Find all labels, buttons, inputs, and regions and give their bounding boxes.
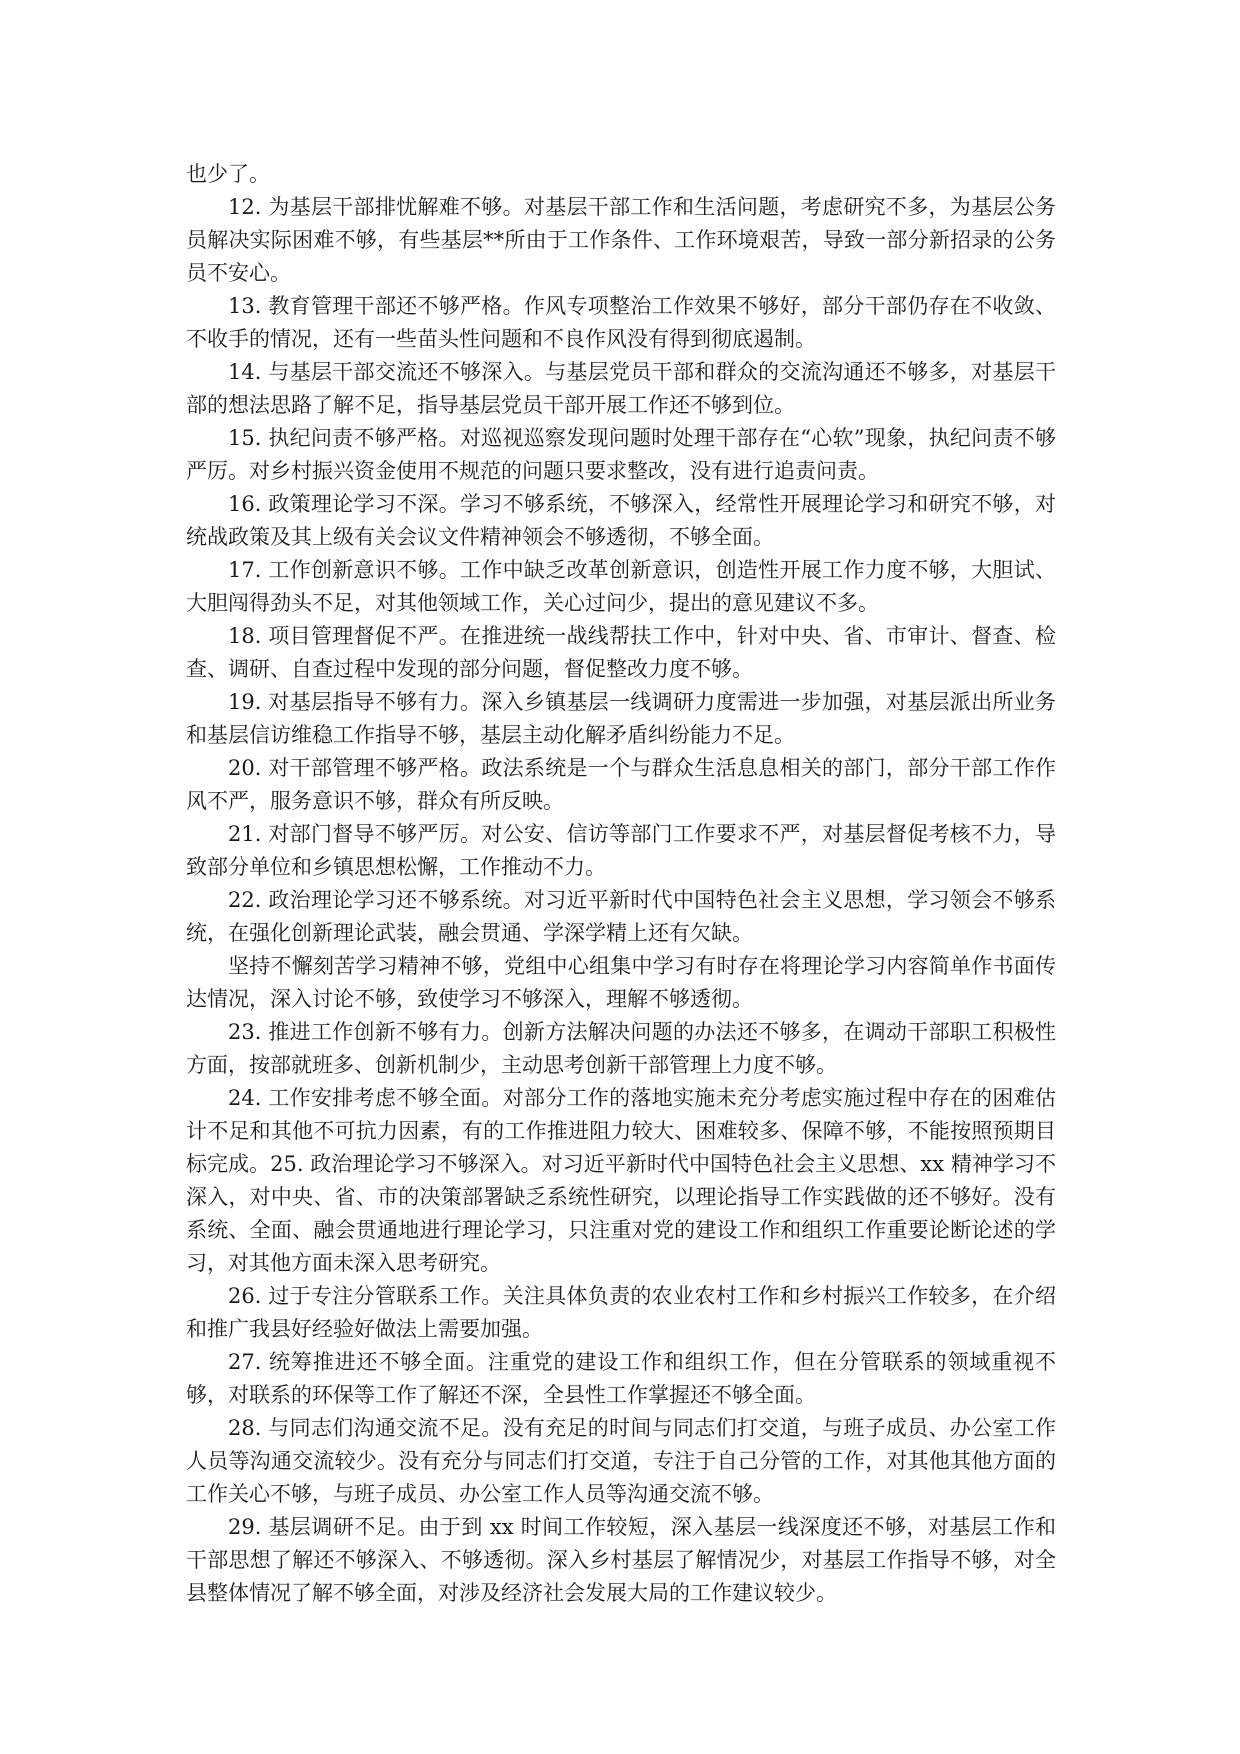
paragraph-item-17: 17. 工作创新意识不够。工作中缺乏改革创新意识，创造性开展工作力度不够，大胆试、大胆闯得劲头不足，对其他领域工作，关心过问少，提出的意见建议不多。 bbox=[186, 558, 1056, 615]
paragraph-item-24-25: 24. 工作安排考虑不够全面。对部分工作的落地实施未充分考虑实施过程中存在的困难估计不足和其他不可抗力因素，有的工作推进阻力较大、困难较多、保障不够，不能按照预期目标完成。25. 政治理论学习不够深入。对习近平新时代中国特色社会主义思想、xx 精神学习不深入，对中央、省、市的决策部署缺乏系统性研究，以理论指导工作实践做的还不够好。没有系统、全面、融会贯通地进行理论学习，只注重对党的建设工作和组织工作重要论断论述的学习，对其他方面未深入思考研究。 bbox=[186, 1086, 1056, 1275]
paragraph-continuation: 也少了。 bbox=[186, 162, 270, 186]
paragraph-item-22-continued: 坚持不懈刻苦学习精神不够，党组中心组集中学习有时存在将理论学习内容简单作书面传达情况，深入讨论不够，致使学习不够深入，理解不够透彻。 bbox=[186, 954, 1056, 1011]
paragraph-item-27: 27. 统筹推进还不够全面。注重党的建设工作和组织工作，但在分管联系的领域重视不够，对联系的环保等工作了解还不深，全县性工作掌握还不够全面。 bbox=[186, 1350, 1056, 1407]
paragraph-item-15: 15. 执纪问责不够严格。对巡视巡察发现问题时处理干部存在“心软”现象，执纪问责不够严厉。对乡村振兴资金使用不规范的问题只要求整改，没有进行追责问责。 bbox=[186, 426, 1056, 483]
paragraph-item-22: 22. 政治理论学习还不够系统。对习近平新时代中国特色社会主义思想，学习领会不够系统，在强化创新理论武装，融会贯通、学深学精上还有欠缺。 bbox=[186, 888, 1056, 945]
paragraph-item-12: 12. 为基层干部排忧解难不够。对基层干部工作和生活问题，考虑研究不多，为基层公务员解决实际困难不够，有些基层**所由于工作条件、工作环境艰苦，导致一部分新招录的公务员不安心。 bbox=[186, 195, 1056, 285]
paragraph-item-19: 19. 对基层指导不够有力。深入乡镇基层一线调研力度需进一步加强，对基层派出所业务和基层信访维稳工作指导不够，基层主动化解矛盾纠纷能力不足。 bbox=[186, 690, 1056, 747]
paragraph-item-16: 16. 政策理论学习不深。学习不够系统，不够深入，经常性开展理论学习和研究不够，对统战政策及其上级有关会议文件精神领会不够透彻，不够全面。 bbox=[186, 492, 1056, 549]
paragraph-item-21: 21. 对部门督导不够严厉。对公安、信访等部门工作要求不严，对基层督促考核不力，导致部分单位和乡镇思想松懈，工作推动不力。 bbox=[186, 822, 1056, 879]
paragraph-item-13: 13. 教育管理干部还不够严格。作风专项整治工作效果不够好，部分干部仍存在不收敛、不收手的情况，还有一些苗头性问题和不良作风没有得到彻底遏制。 bbox=[186, 294, 1056, 351]
paragraph-item-14: 14. 与基层干部交流还不够深入。与基层党员干部和群众的交流沟通还不够多，对基层干部的想法思路了解不足，指导基层党员干部开展工作还不够到位。 bbox=[186, 360, 1056, 417]
paragraph-item-20: 20. 对干部管理不够严格。政法系统是一个与群众生活息息相关的部门，部分干部工作作风不严，服务意识不够，群众有所反映。 bbox=[186, 756, 1056, 813]
paragraph-item-26: 26. 过于专注分管联系工作。关注具体负责的农业农村工作和乡村振兴工作较多，在介绍和推广我县好经验好做法上需要加强。 bbox=[186, 1284, 1056, 1341]
paragraph-item-28: 28. 与同志们沟通交流不足。没有充足的时间与同志们打交道，与班子成员、办公室工作人员等沟通交流较少。没有充分与同志们打交道，专注于自己分管的工作，对其他其他方面的工作关心不够，与班子成员、办公室工作人员等沟通交流不够。 bbox=[186, 1416, 1056, 1506]
paragraph-item-29: 29. 基层调研不足。由于到 xx 时间工作较短，深入基层一线深度还不够，对基层工作和干部思想了解还不够深入、不够透彻。深入乡村基层了解情况少，对基层工作指导不够，对全县整体情况了解不够全面，对涉及经济社会发展大局的工作建议较少。 bbox=[186, 1515, 1056, 1605]
document-page bbox=[186, 158, 1056, 1610]
paragraph-item-23: 23. 推进工作创新不够有力。创新方法解决问题的办法还不够多，在调动干部职工积极性方面，按部就班多、创新机制少，主动思考创新干部管理上力度不够。 bbox=[186, 1020, 1056, 1077]
paragraph-item-18: 18. 项目管理督促不严。在推进统一战线帮扶工作中，针对中央、省、市审计、督查、检查、调研、自查过程中发现的部分问题，督促整改力度不够。 bbox=[186, 624, 1056, 681]
